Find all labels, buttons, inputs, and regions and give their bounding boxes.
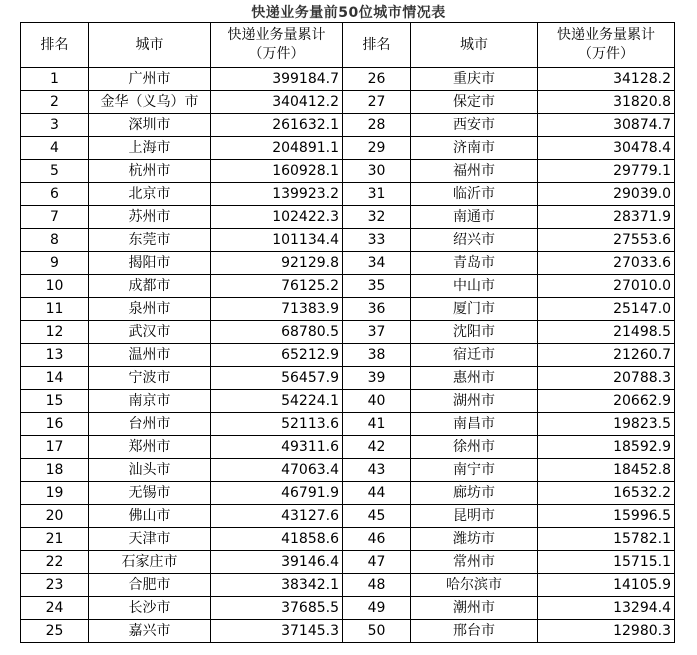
volume-cell: 46791.9 [211, 482, 343, 505]
city-cell: 温州市 [89, 344, 211, 367]
city-cell: 青岛市 [411, 252, 538, 275]
volume-cell: 399184.7 [211, 68, 343, 91]
rank-cell: 25 [21, 620, 89, 643]
rank-cell: 5 [21, 160, 89, 183]
city-cell: 无锡市 [89, 482, 211, 505]
volume-cell: 41858.6 [211, 528, 343, 551]
rank-cell: 46 [343, 528, 411, 551]
city-cell: 重庆市 [411, 68, 538, 91]
rank-cell: 3 [21, 114, 89, 137]
city-cell: 杭州市 [89, 160, 211, 183]
city-cell: 廊坊市 [411, 482, 538, 505]
rank-cell: 19 [21, 482, 89, 505]
city-cell: 绍兴市 [411, 229, 538, 252]
city-cell: 湖州市 [411, 390, 538, 413]
table-row [21, 183, 675, 206]
city-cell: 潮州市 [411, 597, 538, 620]
city-cell: 金华（义乌）市 [89, 91, 211, 114]
table-row [21, 367, 675, 390]
volume-cell: 39146.4 [211, 551, 343, 574]
volume-cell: 49311.6 [211, 436, 343, 459]
city-cell: 宿迁市 [411, 344, 538, 367]
volume-cell: 37145.3 [211, 620, 343, 643]
volume-cell: 18592.9 [538, 436, 675, 459]
city-cell: 嘉兴市 [89, 620, 211, 643]
table-row [21, 252, 675, 275]
volume-cell: 31820.8 [538, 91, 675, 114]
city-header-right: 城市 [411, 23, 538, 68]
city-cell: 哈尔滨市 [411, 574, 538, 597]
table-row [21, 436, 675, 459]
city-cell: 昆明市 [411, 505, 538, 528]
rank-cell: 8 [21, 229, 89, 252]
table-row [21, 160, 675, 183]
volume-header-line1: 快递业务量累计 [227, 27, 326, 43]
rank-cell: 29 [343, 137, 411, 160]
city-cell: 厦门市 [411, 298, 538, 321]
volume-cell: 29779.1 [538, 160, 675, 183]
rank-cell: 31 [343, 183, 411, 206]
volume-cell: 43127.6 [211, 505, 343, 528]
volume-cell: 37685.5 [211, 597, 343, 620]
rank-cell: 32 [343, 206, 411, 229]
rank-cell: 4 [21, 137, 89, 160]
volume-cell: 102422.3 [211, 206, 343, 229]
volume-cell: 15715.1 [538, 551, 675, 574]
rank-cell: 50 [343, 620, 411, 643]
table-row [21, 298, 675, 321]
rank-cell: 43 [343, 459, 411, 482]
rank-cell: 34 [343, 252, 411, 275]
city-cell: 苏州市 [89, 206, 211, 229]
rank-cell: 30 [343, 160, 411, 183]
city-cell: 广州市 [89, 68, 211, 91]
table-row [21, 505, 675, 528]
rank-cell: 13 [21, 344, 89, 367]
city-cell: 郑州市 [89, 436, 211, 459]
table-row [21, 574, 675, 597]
volume-cell: 16532.2 [538, 482, 675, 505]
city-cell: 福州市 [411, 160, 538, 183]
city-cell: 济南市 [411, 137, 538, 160]
volume-cell: 15782.1 [538, 528, 675, 551]
table-row [21, 137, 675, 160]
volume-cell: 101134.4 [211, 229, 343, 252]
city-cell: 石家庄市 [89, 551, 211, 574]
volume-cell: 261632.1 [211, 114, 343, 137]
rank-cell: 47 [343, 551, 411, 574]
city-ranking-table [20, 22, 675, 643]
rank-cell: 14 [21, 367, 89, 390]
rank-cell: 41 [343, 413, 411, 436]
table-row [21, 275, 675, 298]
volume-header-line2: （万件） [248, 46, 305, 62]
city-cell: 徐州市 [411, 436, 538, 459]
volume-cell: 34128.2 [538, 68, 675, 91]
volume-cell: 204891.1 [211, 137, 343, 160]
rank-cell: 18 [21, 459, 89, 482]
volume-cell: 20788.3 [538, 367, 675, 390]
city-cell: 保定市 [411, 91, 538, 114]
city-cell: 惠州市 [411, 367, 538, 390]
table-row [21, 551, 675, 574]
rank-cell: 35 [343, 275, 411, 298]
rank-cell: 9 [21, 252, 89, 275]
city-cell: 临沂市 [411, 183, 538, 206]
table-row [21, 114, 675, 137]
table-row [21, 390, 675, 413]
rank-cell: 37 [343, 321, 411, 344]
volume-cell: 56457.9 [211, 367, 343, 390]
city-cell: 邢台市 [411, 620, 538, 643]
city-header-left: 城市 [89, 23, 211, 68]
city-cell: 中山市 [411, 275, 538, 298]
volume-cell: 20662.9 [538, 390, 675, 413]
rank-cell: 17 [21, 436, 89, 459]
rank-cell: 27 [343, 91, 411, 114]
table-row [21, 459, 675, 482]
volume-header-right [538, 23, 675, 68]
rank-cell: 45 [343, 505, 411, 528]
city-cell: 长沙市 [89, 597, 211, 620]
table-row [21, 620, 675, 643]
rank-cell: 11 [21, 298, 89, 321]
city-cell: 常州市 [411, 551, 538, 574]
volume-cell: 27010.0 [538, 275, 675, 298]
volume-cell: 30478.4 [538, 137, 675, 160]
volume-cell: 92129.8 [211, 252, 343, 275]
city-cell: 南通市 [411, 206, 538, 229]
rank-cell: 12 [21, 321, 89, 344]
city-cell: 北京市 [89, 183, 211, 206]
table-row [21, 482, 675, 505]
city-cell: 宁波市 [89, 367, 211, 390]
rank-cell: 38 [343, 344, 411, 367]
volume-cell: 19823.5 [538, 413, 675, 436]
volume-cell: 28371.9 [538, 206, 675, 229]
city-cell: 南宁市 [411, 459, 538, 482]
volume-cell: 340412.2 [211, 91, 343, 114]
volume-cell: 139923.2 [211, 183, 343, 206]
table-title: 快递业务量前50位城市情况表 [251, 5, 446, 21]
header-row [21, 23, 675, 68]
rank-cell: 28 [343, 114, 411, 137]
rank-cell: 7 [21, 206, 89, 229]
rank-cell: 40 [343, 390, 411, 413]
city-cell: 汕头市 [89, 459, 211, 482]
volume-cell: 15996.5 [538, 505, 675, 528]
city-cell: 西安市 [411, 114, 538, 137]
table-row [21, 91, 675, 114]
volume-cell: 76125.2 [211, 275, 343, 298]
rank-cell: 2 [21, 91, 89, 114]
rank-header-left: 排名 [21, 23, 89, 68]
city-cell: 潍坊市 [411, 528, 538, 551]
volume-cell: 21260.7 [538, 344, 675, 367]
rank-header-right: 排名 [343, 23, 411, 68]
volume-cell: 13294.4 [538, 597, 675, 620]
rank-cell: 48 [343, 574, 411, 597]
table-row [21, 344, 675, 367]
volume-cell: 30874.7 [538, 114, 675, 137]
city-cell: 揭阳市 [89, 252, 211, 275]
rank-cell: 23 [21, 574, 89, 597]
city-cell: 深圳市 [89, 114, 211, 137]
rank-cell: 44 [343, 482, 411, 505]
rank-cell: 1 [21, 68, 89, 91]
rank-cell: 20 [21, 505, 89, 528]
volume-cell: 21498.5 [538, 321, 675, 344]
table-row [21, 229, 675, 252]
volume-cell: 27553.6 [538, 229, 675, 252]
table-row [21, 528, 675, 551]
rank-cell: 15 [21, 390, 89, 413]
rank-cell: 21 [21, 528, 89, 551]
volume-cell: 12980.3 [538, 620, 675, 643]
table-row [21, 68, 675, 91]
rank-cell: 10 [21, 275, 89, 298]
rank-cell: 24 [21, 597, 89, 620]
city-cell: 佛山市 [89, 505, 211, 528]
rank-cell: 36 [343, 298, 411, 321]
volume-cell: 38342.1 [211, 574, 343, 597]
volume-cell: 25147.0 [538, 298, 675, 321]
rank-cell: 49 [343, 597, 411, 620]
table-row [21, 206, 675, 229]
volume-cell: 29039.0 [538, 183, 675, 206]
city-cell: 南昌市 [411, 413, 538, 436]
volume-cell: 160928.1 [211, 160, 343, 183]
volume-cell: 68780.5 [211, 321, 343, 344]
rank-cell: 39 [343, 367, 411, 390]
volume-cell: 52113.6 [211, 413, 343, 436]
city-cell: 天津市 [89, 528, 211, 551]
volume-cell: 18452.8 [538, 459, 675, 482]
city-cell: 成都市 [89, 275, 211, 298]
city-cell: 东莞市 [89, 229, 211, 252]
volume-cell: 14105.9 [538, 574, 675, 597]
volume-cell: 54224.1 [211, 390, 343, 413]
volume-cell: 71383.9 [211, 298, 343, 321]
city-cell: 沈阳市 [411, 321, 538, 344]
volume-header-line1: 快递业务量累计 [557, 27, 655, 43]
city-cell: 台州市 [89, 413, 211, 436]
table-row [21, 321, 675, 344]
volume-cell: 27033.6 [538, 252, 675, 275]
volume-cell: 47063.4 [211, 459, 343, 482]
city-cell: 上海市 [89, 137, 211, 160]
table-body [21, 68, 675, 643]
rank-cell: 33 [343, 229, 411, 252]
rank-cell: 26 [343, 68, 411, 91]
city-cell: 合肥市 [89, 574, 211, 597]
table-row [21, 597, 675, 620]
city-cell: 泉州市 [89, 298, 211, 321]
city-cell: 南京市 [89, 390, 211, 413]
table-row [21, 413, 675, 436]
volume-header-left [211, 23, 343, 68]
volume-header-line2: （万件） [578, 46, 634, 62]
rank-cell: 6 [21, 183, 89, 206]
volume-cell: 65212.9 [211, 344, 343, 367]
rank-cell: 16 [21, 413, 89, 436]
rank-cell: 22 [21, 551, 89, 574]
rank-cell: 42 [343, 436, 411, 459]
city-cell: 武汉市 [89, 321, 211, 344]
